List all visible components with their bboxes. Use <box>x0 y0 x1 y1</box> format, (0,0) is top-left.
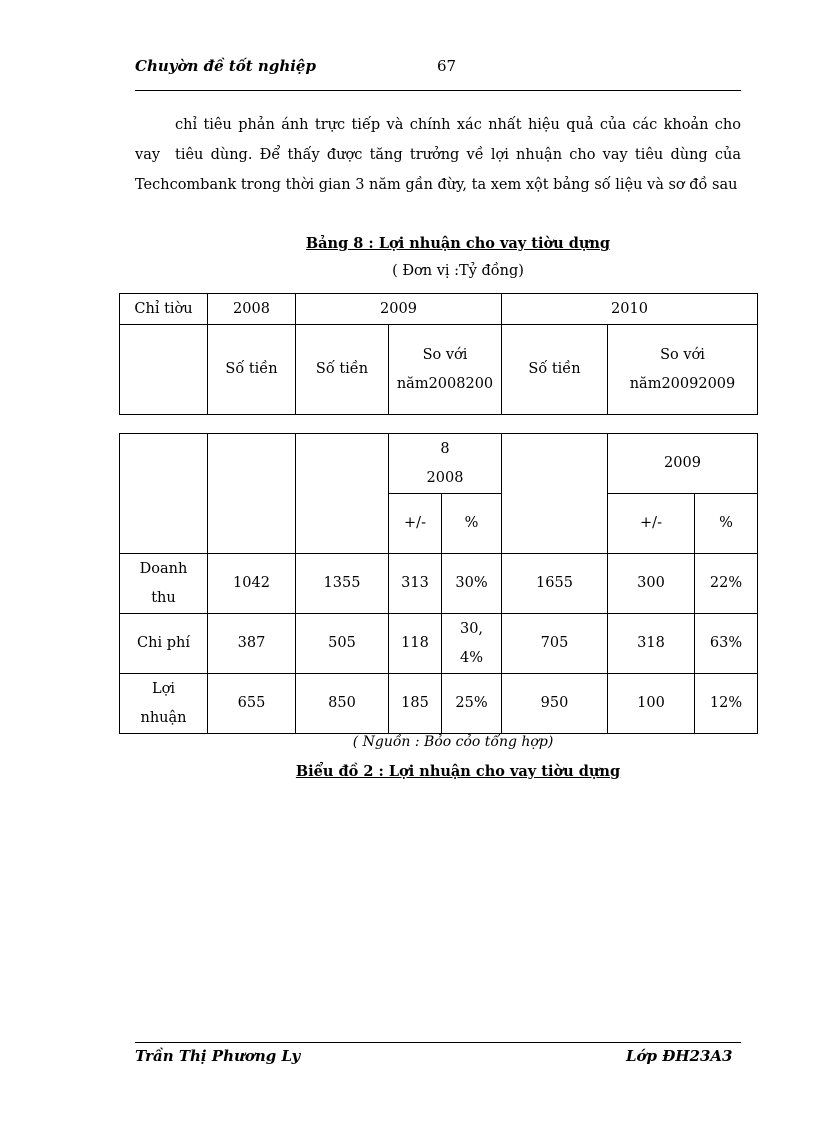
cell-diff-2010: 100 <box>608 674 695 734</box>
col-2008: 2008 <box>208 294 296 325</box>
cell-2010: 705 <box>502 614 608 674</box>
cell-pct-2010: 12% <box>695 674 758 734</box>
col-so-voi-2008: So với năm2008200 <box>389 325 502 415</box>
cell-2009: 850 <box>296 674 389 734</box>
col-so-tien-2010: Số tiền <box>502 325 608 415</box>
footer-divider <box>135 1042 741 1043</box>
table-unit: ( Đơn vị :Tỷ đồng) <box>392 263 524 279</box>
header-title: Chuyờn đề tốt nghiệp <box>135 57 316 75</box>
cell-pct-2009: 30% <box>442 554 502 614</box>
col-so-tien-2008: Số tiền <box>208 325 296 415</box>
empty-cell <box>502 434 608 554</box>
profit-table-body <box>119 433 758 734</box>
col-diff-2009: +/- <box>389 494 442 554</box>
empty-cell <box>296 434 389 554</box>
footer-author: Trần Thị Phương Ly <box>135 1047 301 1065</box>
cell-diff-2010: 300 <box>608 554 695 614</box>
header-divider <box>135 90 741 91</box>
col-2010: 2010 <box>502 294 758 325</box>
body-line-2: tiêu dùng. Để thấy được tăng trưởng về lợi nhuận cho vay tiêu dùng của <box>175 147 741 163</box>
row-label: Lợi nhuận <box>120 674 208 734</box>
cell-diff-2009: 313 <box>389 554 442 614</box>
cell-pct-2010: 22% <box>695 554 758 614</box>
cont-8: 8 <box>440 440 450 457</box>
row-label: Doanh thu <box>120 554 208 614</box>
table-title: Bảng 8 : Lợi nhuận cho vay tiờu dựng <box>305 235 611 252</box>
cont-2008-header <box>389 434 502 494</box>
table-row <box>120 554 758 614</box>
col-so-tien-2009: Số tiền <box>296 325 389 415</box>
figure-title: Biểu đồ 2 : Lợi nhuận cho vay tiờu dựng <box>295 763 621 780</box>
cell-2008: 1042 <box>208 554 296 614</box>
col-pct-2010: % <box>695 494 758 554</box>
cell-diff-2009: 185 <box>389 674 442 734</box>
table-row <box>120 674 758 734</box>
empty-cell <box>120 434 208 554</box>
body-line-1: chỉ tiêu phản ánh trực tiếp và chính xác nhất hiệu quả của các khoản cho vay <box>135 117 741 163</box>
cell-2010: 950 <box>502 674 608 734</box>
row-label: Chi phí <box>120 614 208 674</box>
body-line-3: Techcombank trong thời gian 3 năm gần đừy, ta xem xột bảng số liệu và sơ đồ sau <box>135 177 738 193</box>
cell-pct-2009: 30, 4% <box>442 614 502 674</box>
empty-cell <box>120 325 208 415</box>
cell-2008: 655 <box>208 674 296 734</box>
cell-2009: 505 <box>296 614 389 674</box>
col-2009: 2009 <box>296 294 502 325</box>
table-row <box>120 614 758 674</box>
cell-pct-2010: 63% <box>695 614 758 674</box>
cell-2010: 1655 <box>502 554 608 614</box>
cell-2009: 1355 <box>296 554 389 614</box>
cont-2008: 2008 <box>426 469 464 486</box>
col-diff-2010: +/- <box>608 494 695 554</box>
cell-pct-2009: 25% <box>442 674 502 734</box>
col-pct-2009: % <box>442 494 502 554</box>
cont-2009: 2009 <box>608 434 758 494</box>
col-so-voi-2009: So với năm20092009 <box>608 325 758 415</box>
cell-diff-2009: 118 <box>389 614 442 674</box>
page-number: 67 <box>437 57 457 75</box>
cell-diff-2010: 318 <box>608 614 695 674</box>
cell-2008: 387 <box>208 614 296 674</box>
footer-class: Lớp ĐH23A3 <box>626 1047 733 1065</box>
col-chi-tieu: Chỉ tiờu <box>120 294 208 325</box>
table-source: ( Nguồn : Bỏo cỏo tổng hợp) <box>352 734 554 750</box>
profit-table-header <box>119 293 758 415</box>
empty-cell <box>208 434 296 554</box>
